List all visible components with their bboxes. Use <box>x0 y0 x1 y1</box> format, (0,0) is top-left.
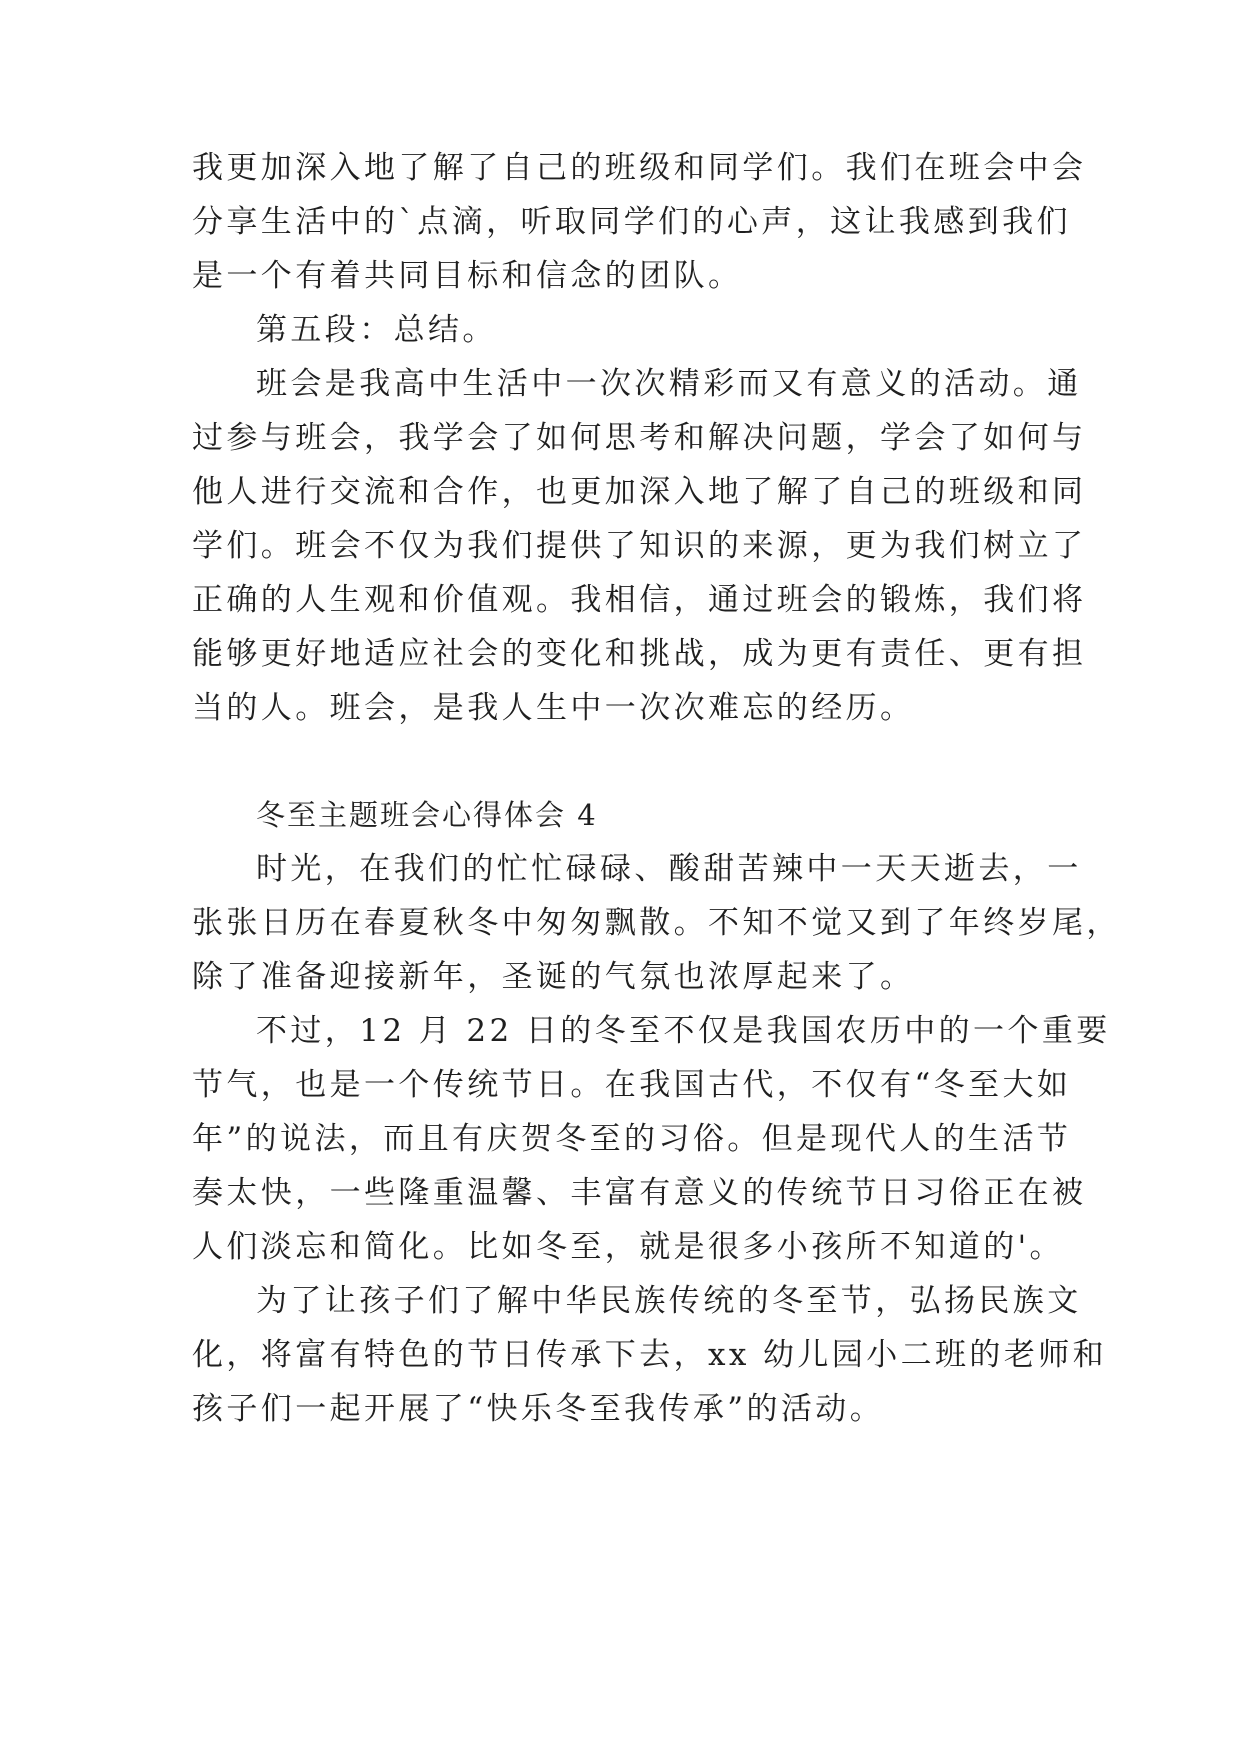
paragraph-line: 过参与班会，我学会了如何思考和解决问题，学会了如何与 <box>192 420 1087 456</box>
paragraph-line: 年”的说法，而且有庆贺冬至的习俗。但是现代人的生活节 <box>192 1121 1072 1157</box>
paragraph-line: 不过，12 月 22 日的冬至不仅是我国农历中的一个重要 <box>256 1013 1111 1049</box>
paragraph-line: 除了准备迎接新年，圣诞的气氛也浓厚起来了。 <box>192 959 915 995</box>
section-title: 冬至主题班会心得体会 4 <box>256 798 598 832</box>
paragraph-line: 为了让孩子们了解中华民族传统的冬至节，弘扬民族文 <box>256 1283 1082 1319</box>
paragraph-line: 张张日历在春夏秋冬中匆匆飘散。不知不觉又到了年终岁尾， <box>192 905 1121 941</box>
paragraph-line: 奏太快，一些隆重温馨、丰富有意义的传统节日习俗正在被 <box>192 1175 1087 1211</box>
paragraph-line: 能够更好地适应社会的变化和挑战，成为更有责任、更有担 <box>192 636 1087 672</box>
paragraph-line: 我更加深入地了解了自己的班级和同学们。我们在班会中会 <box>192 150 1087 186</box>
paragraph-line: 化，将富有特色的节日传承下去，xx 幼儿园小二班的老师和 <box>192 1337 1108 1373</box>
paragraph-line: 当的人。班会，是我人生中一次次难忘的经历。 <box>192 690 915 726</box>
paragraph-line: 分享生活中的`点滴，听取同学们的心声，这让我感到我们 <box>192 204 1071 240</box>
paragraph-line: 时光，在我们的忙忙碌碌、酸甜苦辣中一天天逝去，一 <box>256 851 1082 887</box>
paragraph-line: 学们。班会不仅为我们提供了知识的来源，更为我们树立了 <box>192 528 1087 564</box>
paragraph-line: 班会是我高中生活中一次次精彩而又有意义的活动。通 <box>256 366 1082 402</box>
section-heading: 第五段：总结。 <box>256 312 497 348</box>
paragraph-line: 是一个有着共同目标和信念的团队。 <box>192 258 743 294</box>
paragraph-line: 节气，也是一个传统节日。在我国古代，不仅有“冬至大如 <box>192 1067 1072 1103</box>
paragraph-line: 孩子们一起开展了“快乐冬至我传承”的活动。 <box>192 1391 885 1427</box>
paragraph-line: 人们淡忘和简化。比如冬至，就是很多小孩所不知道的'。 <box>192 1229 1064 1265</box>
paragraph-line: 他人进行交流和合作，也更加深入地了解了自己的班级和同 <box>192 474 1087 510</box>
paragraph-line: 正确的人生观和价值观。我相信，通过班会的锻炼，我们将 <box>192 582 1087 618</box>
